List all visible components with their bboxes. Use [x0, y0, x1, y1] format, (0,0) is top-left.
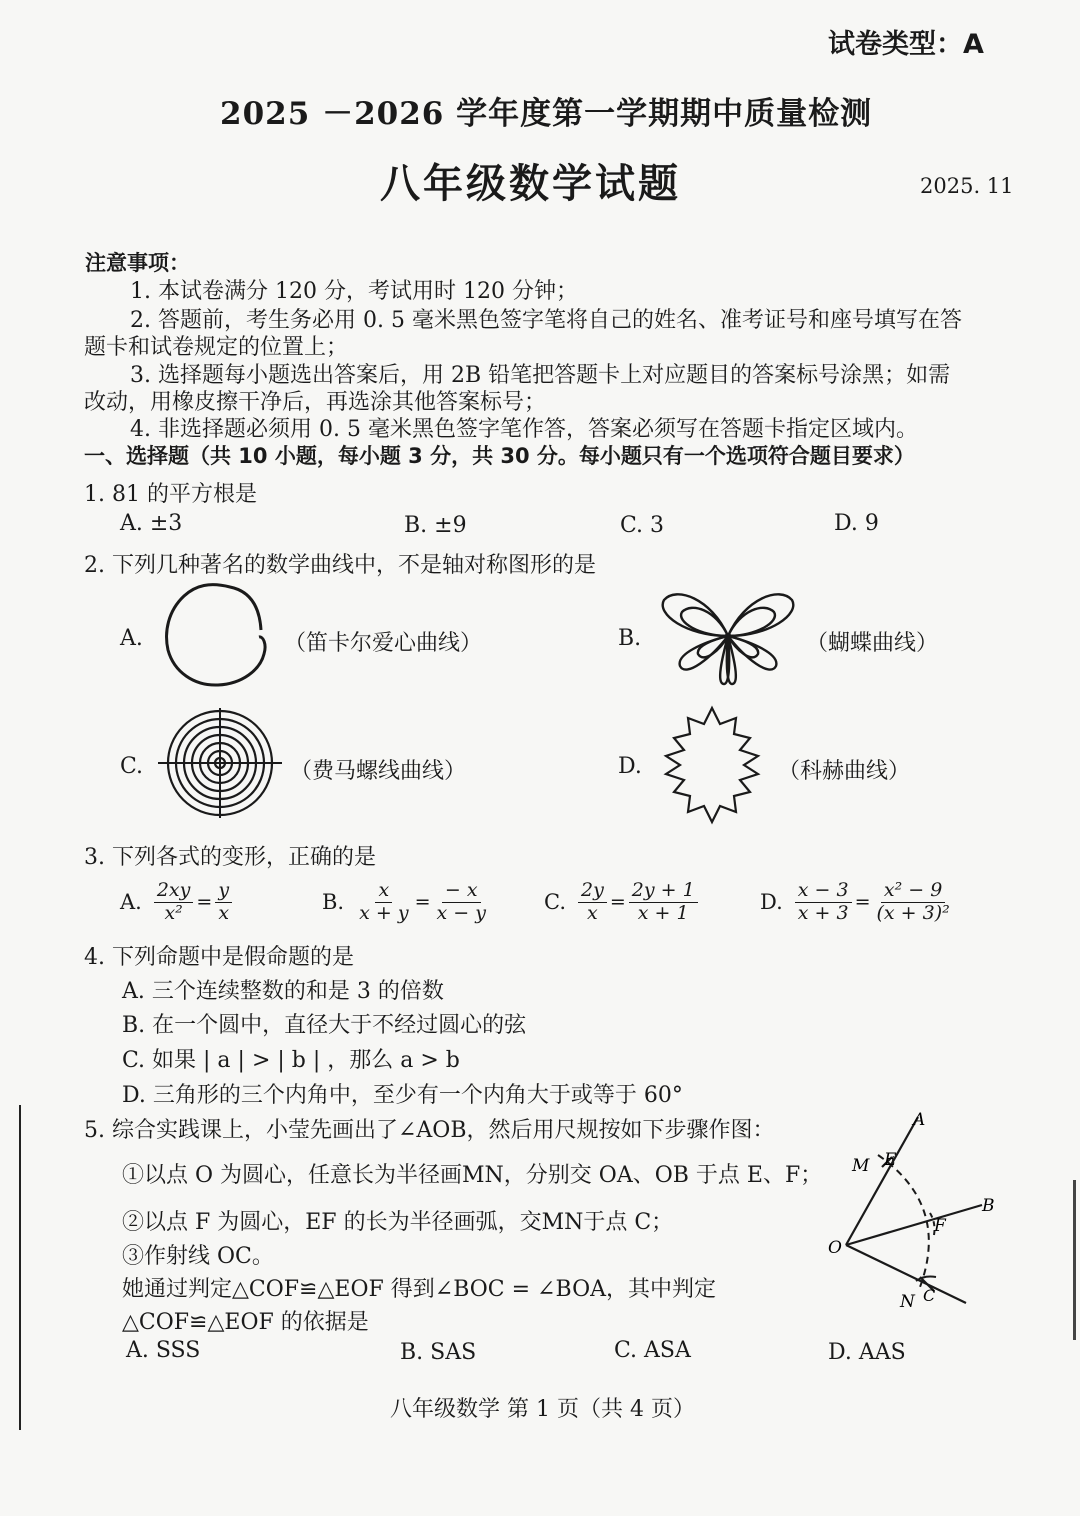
q5-option-c: C. ASA	[614, 1338, 691, 1363]
note-item-2a: 2. 答题前，考生务必用 0. 5 毫米黑色签字笔将自己的姓名、准考证号和座号填写在答	[130, 308, 962, 333]
scan-edge-line-left	[19, 1105, 21, 1430]
label-O: O	[828, 1238, 842, 1258]
q3-a-right-fraction	[215, 880, 232, 925]
q3-option-d	[760, 872, 953, 932]
ray-OB	[846, 1205, 982, 1245]
q3-a-right-numerator: y	[215, 880, 232, 903]
q3-d-right-denominator: (x + 3)²	[876, 901, 950, 924]
q3-b-right-fraction	[433, 880, 488, 925]
label-C: C	[923, 1286, 936, 1305]
q5-angle-construction-figure	[820, 1105, 1010, 1315]
label-N: N	[900, 1292, 915, 1312]
q5-step-1: ①以点 O 为圆心，任意长为半径画MN，分别交 OA、OB 于点 E、F；	[122, 1163, 823, 1188]
q3-b-left-fraction	[356, 880, 411, 925]
q3-option-a-letter: A.	[120, 890, 142, 914]
q2-option-c-letter: C.	[120, 754, 144, 779]
exam-title: 八年级数学试题	[380, 161, 681, 207]
q3-d-equals: =	[854, 891, 871, 913]
label-A: A	[913, 1110, 926, 1130]
q3-option-c-letter: C.	[544, 890, 566, 914]
q4-option-b: B. 在一个圆中，直径大于不经过圆心的弦	[122, 1013, 527, 1038]
q3-a-left-fraction	[154, 880, 194, 925]
section-heading: 一、选择题（共 10 小题，每小题 3 分，共 30 分。每小题只有一个选项符合题目要求）	[84, 444, 915, 468]
q4-option-a: A. 三个连续整数的和是 3 的倍数	[122, 979, 444, 1004]
q4-option-c: C. 如果 | a | > | b | ，那么 a > b	[122, 1048, 460, 1073]
q5-step-2: ②以点 F 为圆心，EF 的长为半径画弧，交MN于点 C；	[122, 1210, 674, 1235]
q3-b-left-numerator: x	[375, 880, 392, 903]
q3-c-equals: =	[609, 891, 626, 913]
q3-c-right-denominator: x + 1	[637, 901, 689, 924]
scan-edge-line-right	[1073, 1180, 1076, 1340]
q3-c-right-numerator: 2y + 1	[629, 880, 698, 903]
q3-option-d-letter: D.	[760, 890, 783, 914]
q3-d-left-numerator: x − 3	[795, 880, 852, 903]
q3-c-left-denominator: x	[587, 901, 598, 924]
q5-option-d: D. AAS	[828, 1340, 906, 1365]
q3-a-left-numerator: 2xy	[154, 880, 194, 903]
q3-b-right-denominator: x − y	[436, 901, 486, 924]
q3-b-left-denominator: x + y	[359, 901, 409, 924]
koch-snowflake-figure	[652, 704, 772, 826]
q3-c-left-fraction	[578, 880, 607, 925]
q5-line-4: 她通过判定△COF≌△EOF 得到∠BOC = ∠BOA，其中判定	[122, 1277, 716, 1302]
q3-a-equals: =	[196, 891, 213, 913]
q3-option-a	[120, 872, 232, 932]
q5-stem: 5. 综合实践课上，小莹先画出了∠AOB，然后用尺规按如下步骤作图：	[84, 1118, 775, 1143]
butterfly-curve-figure	[656, 588, 801, 688]
q1-option-a: A. ±3	[120, 511, 183, 536]
note-item-4: 4. 非选择题必须用 0. 5 毫米黑色签字笔作答，答案必须写在答题卡指定区域内。	[130, 417, 918, 442]
q3-b-equals: =	[414, 891, 431, 913]
notes-heading: 注意事项：	[85, 251, 190, 275]
q3-d-right-numerator: x² − 9	[881, 880, 945, 903]
q5-option-b: B. SAS	[400, 1340, 477, 1365]
q3-b-right-numerator: − x	[442, 880, 481, 903]
q2-option-c-caption: （费马螺线曲线）	[290, 759, 467, 784]
label-F: F	[934, 1216, 946, 1236]
q5-option-a: A. SSS	[126, 1338, 201, 1363]
q2-option-d-letter: D.	[618, 754, 642, 779]
note-item-1: 1. 本试卷满分 120 分，考试用时 120 分钟；	[130, 279, 578, 304]
q1-stem: 1. 81 的平方根是	[84, 482, 257, 507]
cardioid-figure	[160, 582, 275, 692]
q2-option-a-caption: （笛卡尔爱心曲线）	[284, 631, 483, 656]
q3-d-right-fraction	[874, 880, 953, 925]
q1-option-c: C. 3	[620, 513, 665, 538]
q3-c-left-numerator: 2y	[578, 880, 607, 903]
q1-option-b: B. ±9	[404, 513, 467, 538]
paper-type-label: 试卷类型：A	[828, 29, 984, 60]
q3-d-left-denominator: x + 3	[797, 901, 849, 924]
q3-option-b-letter: B.	[322, 890, 345, 914]
q3-option-b	[322, 872, 489, 932]
q1-option-d: D. 9	[834, 511, 879, 536]
q3-c-right-fraction	[629, 880, 698, 925]
note-item-2b: 题卡和试卷规定的位置上；	[84, 335, 349, 360]
label-E: E	[884, 1150, 897, 1170]
q5-step-3: ③作射线 OC。	[122, 1244, 274, 1269]
q2-option-b-caption: （蝴蝶曲线）	[806, 631, 939, 656]
q3-a-right-denominator: x	[218, 901, 230, 924]
q2-stem: 2. 下列几种著名的数学曲线中，不是轴对称图形的是	[84, 553, 596, 578]
q3-option-c	[544, 872, 698, 932]
q5-line-5: △COF≌△EOF 的依据是	[122, 1310, 369, 1335]
q4-stem: 4. 下列命题中是假命题的是	[84, 945, 354, 970]
exam-subtitle: 2025 －2026 学年度第一学期期中质量检测	[220, 96, 873, 132]
q4-option-d: D. 三角形的三个内角中，至少有一个内角大于或等于 60°	[122, 1083, 683, 1108]
note-item-3a: 3. 选择题每小题选出答案后，用 2B 铅笔把答题卡上对应题目的答案标号涂黑；如需	[130, 363, 951, 388]
q3-a-left-denominator: x²	[164, 901, 183, 924]
label-B: B	[982, 1196, 995, 1216]
q3-stem: 3. 下列各式的变形，正确的是	[84, 845, 376, 870]
label-M: M	[852, 1156, 870, 1176]
q2-option-a-letter: A.	[120, 626, 143, 651]
q2-option-d-caption: （科赫曲线）	[778, 759, 911, 784]
fermat-spiral-figure	[158, 708, 283, 818]
exam-date: 2025. 11	[920, 174, 1014, 198]
q2-option-b-letter: B.	[618, 626, 642, 651]
q3-d-left-fraction	[795, 880, 852, 925]
note-item-3b: 改动，用橡皮擦干净后，再选涂其他答案标号；	[84, 390, 547, 415]
page-footer: 八年级数学 第 1 页（共 4 页）	[390, 1397, 695, 1422]
